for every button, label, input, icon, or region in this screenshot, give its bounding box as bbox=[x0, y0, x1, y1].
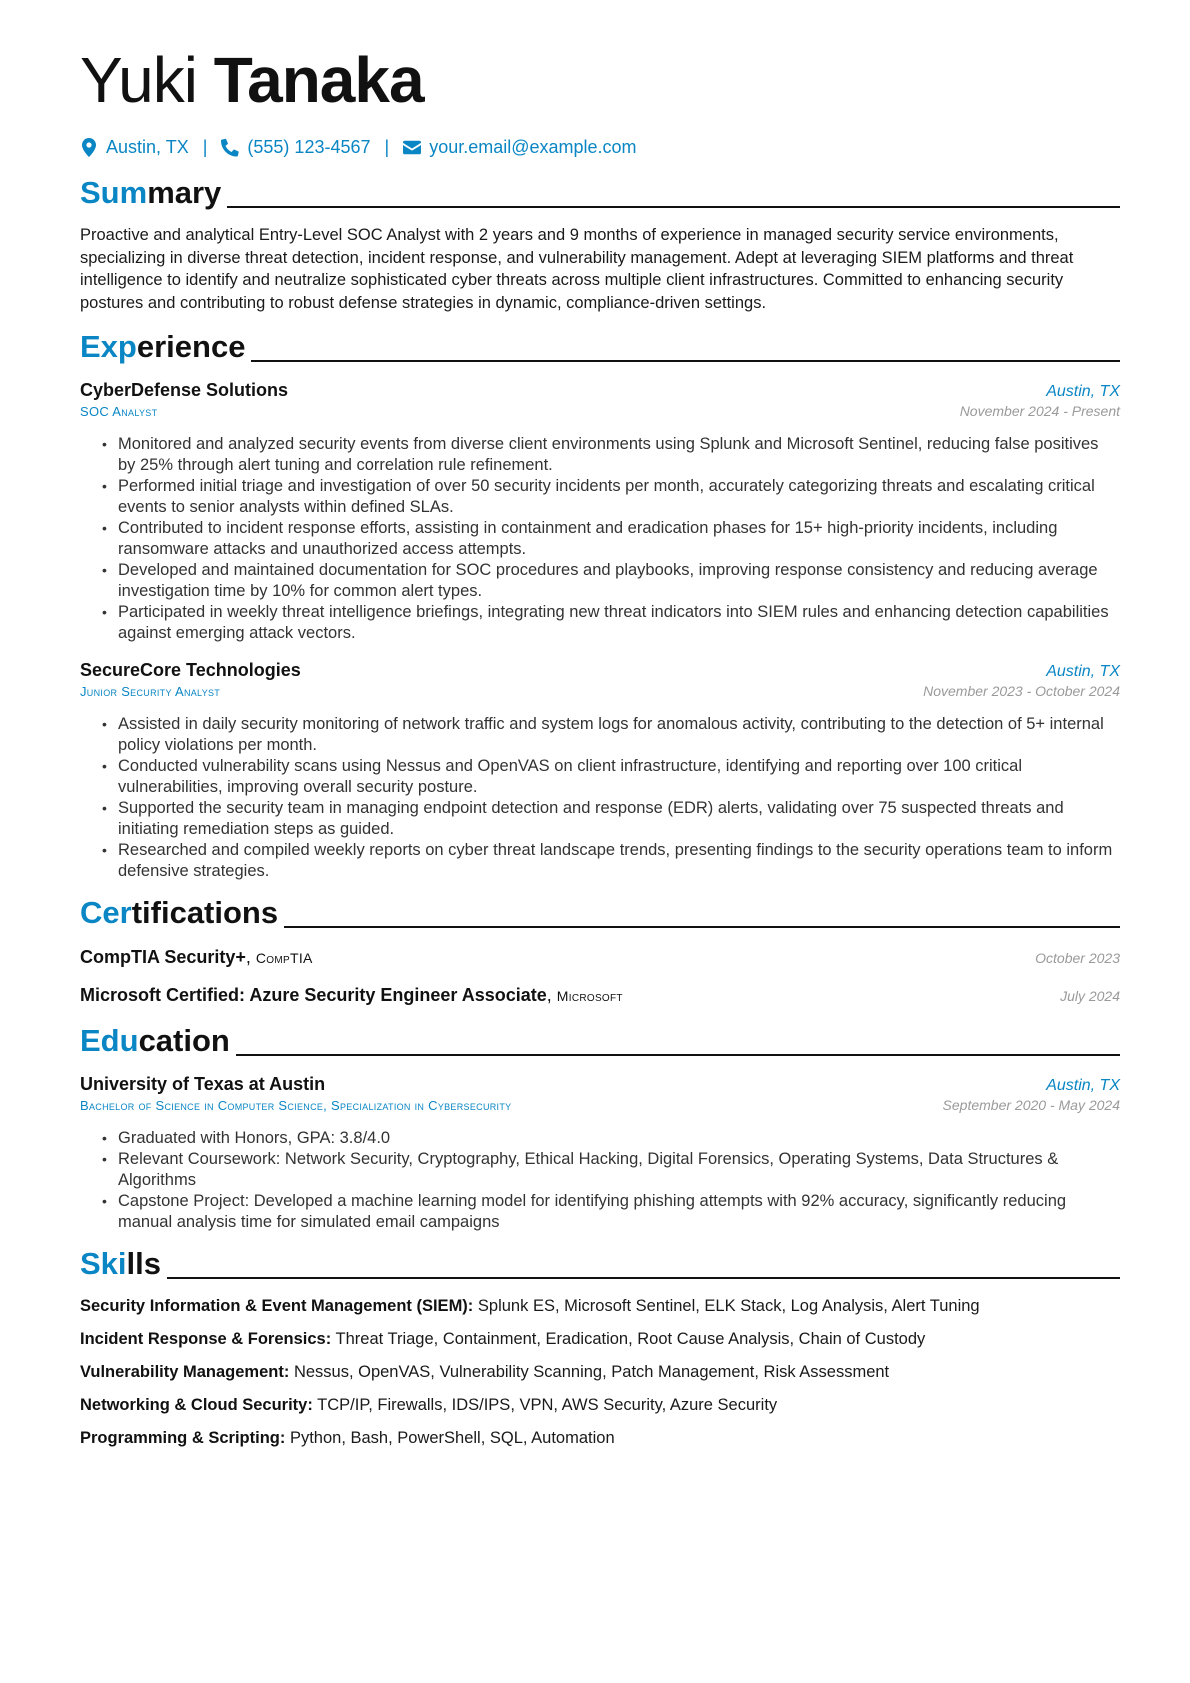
education-dates: September 2020 - May 2024 bbox=[942, 1097, 1120, 1113]
email-link[interactable]: your.email@example.com bbox=[429, 136, 637, 157]
certification-name: CompTIA Security+ bbox=[80, 947, 246, 967]
company-name: SecureCore Technologies bbox=[80, 660, 301, 680]
section-title-accent: Cer bbox=[80, 895, 132, 930]
list-item: • Performed initial triage and investigation of over 50 security incidents per month, accurately categorizing threats and escalating critical events to senior analysts within defined SLAs. bbox=[102, 476, 1120, 518]
certification-issuer: CompTIA bbox=[255, 950, 313, 966]
section-title bbox=[80, 328, 245, 366]
section-title-rest: mary bbox=[147, 175, 222, 210]
job-dates: November 2024 - Present bbox=[959, 403, 1120, 419]
skill-row bbox=[80, 1295, 1120, 1317]
job-location: Austin, TX bbox=[1046, 663, 1120, 680]
school-location: Austin, TX bbox=[1046, 1077, 1120, 1094]
job-title: Junior Security Analyst bbox=[80, 684, 221, 699]
contact-separator: | bbox=[384, 136, 390, 157]
education-entry bbox=[80, 1072, 1120, 1233]
skill-category: Security Information & Event Management (SIEM): bbox=[80, 1297, 474, 1315]
section-divider bbox=[236, 1054, 1120, 1056]
list-item: • Conducted vulnerability scans using Nessus and OpenVAS on client infrastructure, identifying and reporting over 100 critical vulnerabilities, improving overall security posture. bbox=[102, 756, 1120, 798]
skill-row bbox=[80, 1361, 1120, 1383]
job-dates: November 2023 - October 2024 bbox=[923, 683, 1120, 699]
certification-name: Microsoft Certified: Azure Security Engineer Associate bbox=[80, 985, 547, 1005]
phone-icon bbox=[221, 137, 239, 157]
certifications-heading bbox=[80, 892, 1120, 932]
comma: , bbox=[245, 947, 256, 967]
contact-bar bbox=[80, 132, 1120, 162]
skill-values: Python, Bash, PowerShell, SQL, Automation bbox=[289, 1429, 615, 1447]
contact-location bbox=[80, 137, 189, 158]
comma: , bbox=[546, 985, 557, 1005]
resume-page bbox=[80, 40, 1120, 1449]
section-divider bbox=[227, 206, 1120, 208]
envelope-icon bbox=[403, 137, 421, 157]
list-item: • Relevant Coursework: Network Security, Cryptography, Ethical Hacking, Digital Forensics, Operating Systems, Data Structures & Algorithms bbox=[102, 1149, 1120, 1191]
degree: Bachelor of Science in Computer Science, Specialization in Cybersecurity bbox=[80, 1098, 512, 1113]
skill-category: Incident Response & Forensics: bbox=[80, 1330, 332, 1348]
skill-category: Networking & Cloud Security: bbox=[80, 1396, 313, 1414]
certification-date: July 2024 bbox=[1060, 988, 1120, 1004]
phone-text: (555) 123-4567 bbox=[247, 136, 371, 157]
list-item: • Capstone Project: Developed a machine learning model for identifying phishing attempts with 92% accuracy, significantly reducing manual analysis time for simulated email campaigns bbox=[102, 1191, 1120, 1233]
skill-row bbox=[80, 1427, 1120, 1449]
section-divider bbox=[251, 360, 1120, 362]
skills-list bbox=[80, 1295, 1120, 1449]
job-title: SOC Analyst bbox=[80, 404, 158, 419]
section-title bbox=[80, 894, 278, 932]
certification-date: October 2023 bbox=[1035, 950, 1120, 966]
summary-heading bbox=[80, 172, 1120, 212]
certification-issuer: Microsoft bbox=[556, 988, 623, 1004]
section-title-rest: tifications bbox=[131, 895, 279, 930]
certification-entry bbox=[80, 944, 1120, 972]
section-title-rest: lls bbox=[126, 1246, 161, 1281]
contact-email[interactable] bbox=[403, 137, 636, 158]
skill-category: Programming & Scripting: bbox=[80, 1429, 286, 1447]
section-title-accent: Exp bbox=[80, 329, 137, 364]
section-title bbox=[80, 1245, 161, 1283]
education-bullets bbox=[102, 1128, 1120, 1233]
last-name: Tanaka bbox=[213, 44, 424, 116]
section-title-rest: cation bbox=[138, 1023, 230, 1058]
skills-heading bbox=[80, 1243, 1120, 1283]
job-location: Austin, TX bbox=[1046, 383, 1120, 400]
section-title-accent: Edu bbox=[80, 1023, 139, 1058]
skill-values: Threat Triage, Containment, Eradication, Root Cause Analysis, Chain of Custody bbox=[335, 1330, 926, 1348]
first-name: Yuki bbox=[80, 44, 197, 116]
school-name: University of Texas at Austin bbox=[80, 1074, 326, 1094]
location-text: Austin, TX bbox=[106, 136, 189, 157]
list-item: • Assisted in daily security monitoring of network traffic and system logs for anomalous activity, contributing to the detection of 5+ internal policy violations per month. bbox=[102, 714, 1120, 756]
section-title bbox=[80, 1022, 230, 1060]
skill-values: Splunk ES, Microsoft Sentinel, ELK Stack, Log Analysis, Alert Tuning bbox=[477, 1297, 980, 1315]
job-entry bbox=[80, 658, 1120, 882]
job-bullets bbox=[102, 434, 1120, 644]
contact-separator: | bbox=[202, 136, 208, 157]
certification-entry bbox=[80, 982, 1120, 1010]
section-title-accent: Ski bbox=[80, 1246, 127, 1281]
list-item: • Monitored and analyzed security events from diverse client environments using Splunk and Microsoft Sentinel, reducing false positives by 25% through alert tuning and correlation rule refinement. bbox=[102, 434, 1120, 476]
list-item: • Researched and compiled weekly reports on cyber threat landscape trends, presenting findings to the security operations team to inform defensive strategies. bbox=[102, 840, 1120, 882]
section-divider bbox=[167, 1277, 1120, 1279]
map-pin-icon bbox=[80, 137, 98, 157]
list-item: • Contributed to incident response efforts, assisting in containment and eradication phases for 15+ high-priority incidents, including ransomware attacks and unauthorized access attempts. bbox=[102, 518, 1120, 560]
section-title bbox=[80, 174, 221, 212]
section-title-rest: erience bbox=[136, 329, 246, 364]
skill-row bbox=[80, 1328, 1120, 1350]
list-item: • Developed and maintained documentation for SOC procedures and playbooks, improving response consistency and reducing average investigation time by 10% for common alert types. bbox=[102, 560, 1120, 602]
experience-heading bbox=[80, 326, 1120, 366]
list-item: • Participated in weekly threat intelligence briefings, integrating new threat indicators into SIEM rules and enhancing detection capabilities against emerging attack vectors. bbox=[102, 602, 1120, 644]
section-divider bbox=[284, 926, 1120, 928]
contact-phone[interactable] bbox=[221, 137, 370, 158]
skill-values: TCP/IP, Firewalls, IDS/IPS, VPN, AWS Security, Azure Security bbox=[317, 1396, 778, 1414]
job-entry bbox=[80, 378, 1120, 644]
summary-text: Proactive and analytical Entry-Level SOC Analyst with 2 years and 9 months of experience in managed security service environments, specializing in diverse threat detection, incident response, and vulnerability management. Adept at leveraging SIEM platforms and threat intelligence to identify and neutralize sophisticated cyber threats across multiple client infrastructures. Committed to enhancing security postures and contributing to robust defense strategies in dynamic, compliance-driven settings. bbox=[80, 226, 1074, 312]
list-item: • Supported the security team in managing endpoint detection and response (EDR) alerts, validating over 75 suspected threats and initiating remediation steps as guided. bbox=[102, 798, 1120, 840]
skill-row bbox=[80, 1394, 1120, 1416]
section-title-accent: Sum bbox=[80, 175, 148, 210]
candidate-name bbox=[80, 40, 1120, 120]
list-item: • Graduated with Honors, GPA: 3.8/4.0 bbox=[102, 1128, 1120, 1149]
skill-values: Nessus, OpenVAS, Vulnerability Scanning, Patch Management, Risk Assessment bbox=[293, 1363, 890, 1381]
company-name: CyberDefense Solutions bbox=[80, 380, 289, 400]
education-heading bbox=[80, 1020, 1120, 1060]
skill-category: Vulnerability Management: bbox=[80, 1363, 290, 1381]
job-bullets bbox=[102, 714, 1120, 882]
